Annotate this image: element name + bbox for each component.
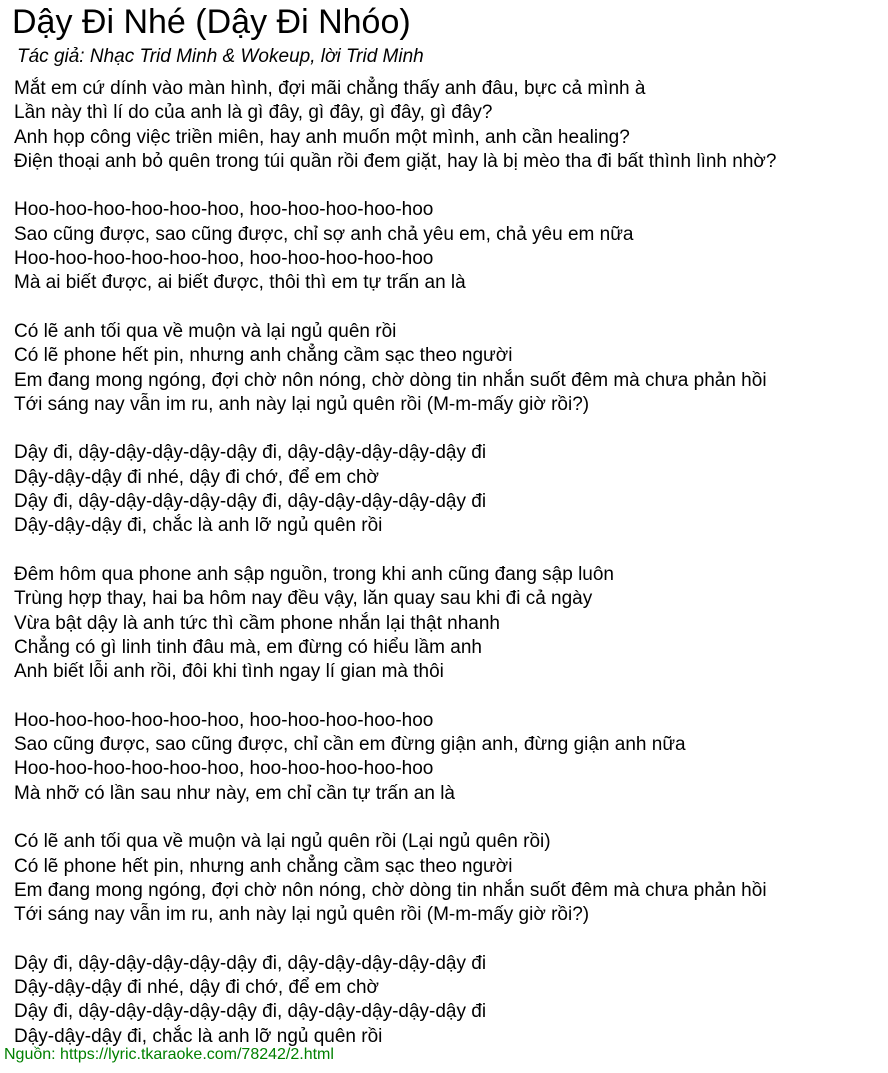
lyric-line: Anh biết lỗi anh rồi, đôi khi tình ngay lí gian mà thôi [14, 661, 444, 683]
lyrics-stanza [14, 563, 886, 684]
lyric-line: Có lẽ phone hết pin, nhưng anh chẳng cầm sạc theo người [14, 855, 513, 877]
lyric-line: Sao cũng được, sao cũng được, chỉ sợ anh chả yêu em, chả yêu em nữa [14, 223, 634, 245]
lyric-line: Em đang mong ngóng, đợi chờ nôn nóng, chờ dòng tin nhắn suốt đêm mà chưa phản hồi [14, 879, 767, 901]
lyric-line: Hoo-hoo-hoo-hoo-hoo-hoo, hoo-hoo-hoo-hoo-hoo [14, 199, 434, 221]
lyric-line: Hoo-hoo-hoo-hoo-hoo-hoo, hoo-hoo-hoo-hoo-hoo [14, 248, 434, 270]
lyric-line: Chẳng có gì linh tinh đâu mà, em đừng có hiểu lầm anh [14, 636, 482, 658]
lyrics-stanza [14, 320, 886, 417]
lyric-line: Tới sáng nay vẫn im ru, anh này lại ngủ quên rồi (M-m-mấy giờ rồi?) [14, 904, 590, 926]
lyric-line: Mà nhỡ có lần sau như này, em chỉ cần tự trấn an là [14, 782, 455, 804]
lyric-line: Trùng hợp thay, hai ba hôm nay đều vậy, lăn quay sau khi đi cả ngày [14, 588, 593, 610]
lyric-line: Hoo-hoo-hoo-hoo-hoo-hoo, hoo-hoo-hoo-hoo-hoo [14, 709, 434, 731]
lyric-line: Dậy-dậy-dậy đi, chắc là anh lỡ ngủ quên rồi [14, 1025, 383, 1047]
song-title: Dậy Đi Nhé (Dậy Đi Nhóo) [12, 3, 411, 41]
lyric-line: Anh họp công việc triền miên, hay anh muốn một mình, anh cần healing? [14, 126, 630, 148]
lyric-line: Đêm hôm qua phone anh sập nguồn, trong khi anh cũng đang sập luôn [14, 563, 615, 585]
lyric-line: Mà ai biết được, ai biết được, thôi thì em tự trấn an là [14, 272, 466, 294]
lyric-line: Dậy đi, dậy-dậy-dậy-dậy-dậy đi, dậy-dậy-dậy-dậy-dậy đi [14, 1001, 487, 1023]
lyrics-stanza [14, 198, 886, 295]
lyric-line: Mắt em cứ dính vào màn hình, đợi mãi chẳng thấy anh đâu, bực cả mình à [14, 78, 646, 99]
lyric-line: Điện thoại anh bỏ quên trong túi quần rồi đem giặt, hay là bị mèo tha đi bất thình lình nhờ? [14, 150, 777, 172]
lyric-line: Dậy đi, dậy-dậy-dậy-dậy-dậy đi, dậy-dậy-dậy-dậy-dậy đi [14, 442, 487, 464]
lyric-line: Có lẽ anh tối qua về muộn và lại ngủ quên rồi [14, 320, 397, 342]
lyric-line: Tới sáng nay vẫn im ru, anh này lại ngủ quên rồi (M-m-mấy giờ rồi?) [14, 393, 590, 415]
lyric-line: Dậy đi, dậy-dậy-dậy-dậy-dậy đi, dậy-dậy-dậy-dậy-dậy đi [14, 952, 487, 974]
lyric-line: Dậy-dậy-dậy đi nhé, dậy đi chớ, để em chờ [14, 976, 379, 998]
lyrics-stanza [14, 441, 886, 538]
lyric-line: Lần này thì lí do của anh là gì đây, gì đây, gì đây, gì đây? [14, 102, 493, 124]
lyrics-body [14, 77, 886, 1073]
source-link[interactable]: Nguồn: https://lyric.tkaraoke.com/78242/2.html [4, 1046, 334, 1063]
lyric-line: Sao cũng được, sao cũng được, chỉ cần em đừng giận anh, đừng giận anh nữa [14, 734, 686, 756]
lyric-line: Em đang mong ngóng, đợi chờ nôn nóng, chờ dòng tin nhắn suốt đêm mà chưa phản hồi [14, 369, 767, 391]
song-credits: Tác giả: Nhạc Trid Minh & Wokeup, lời Trid Minh [17, 46, 424, 67]
lyric-line: Dậy-dậy-dậy đi, chắc là anh lỡ ngủ quên rồi [14, 515, 383, 537]
lyric-line: Dậy-dậy-dậy đi nhé, dậy đi chớ, để em chờ [14, 466, 379, 488]
lyrics-stanza [14, 77, 886, 174]
lyric-line: Hoo-hoo-hoo-hoo-hoo-hoo, hoo-hoo-hoo-hoo-hoo [14, 758, 434, 780]
lyrics-stanza [14, 952, 886, 1049]
lyric-line: Có lẽ anh tối qua về muộn và lại ngủ quên rồi (Lại ngủ quên rồi) [14, 831, 551, 853]
lyrics-stanza [14, 830, 886, 927]
lyrics-stanza [14, 709, 886, 806]
lyric-line: Có lẽ phone hết pin, nhưng anh chẳng cầm sạc theo người [14, 345, 513, 367]
lyric-line: Vừa bật dậy là anh tức thì cầm phone nhắn lại thật nhanh [14, 612, 500, 634]
lyric-line: Dậy đi, dậy-dậy-dậy-dậy-dậy đi, dậy-dậy-dậy-dậy-dậy đi [14, 491, 487, 513]
